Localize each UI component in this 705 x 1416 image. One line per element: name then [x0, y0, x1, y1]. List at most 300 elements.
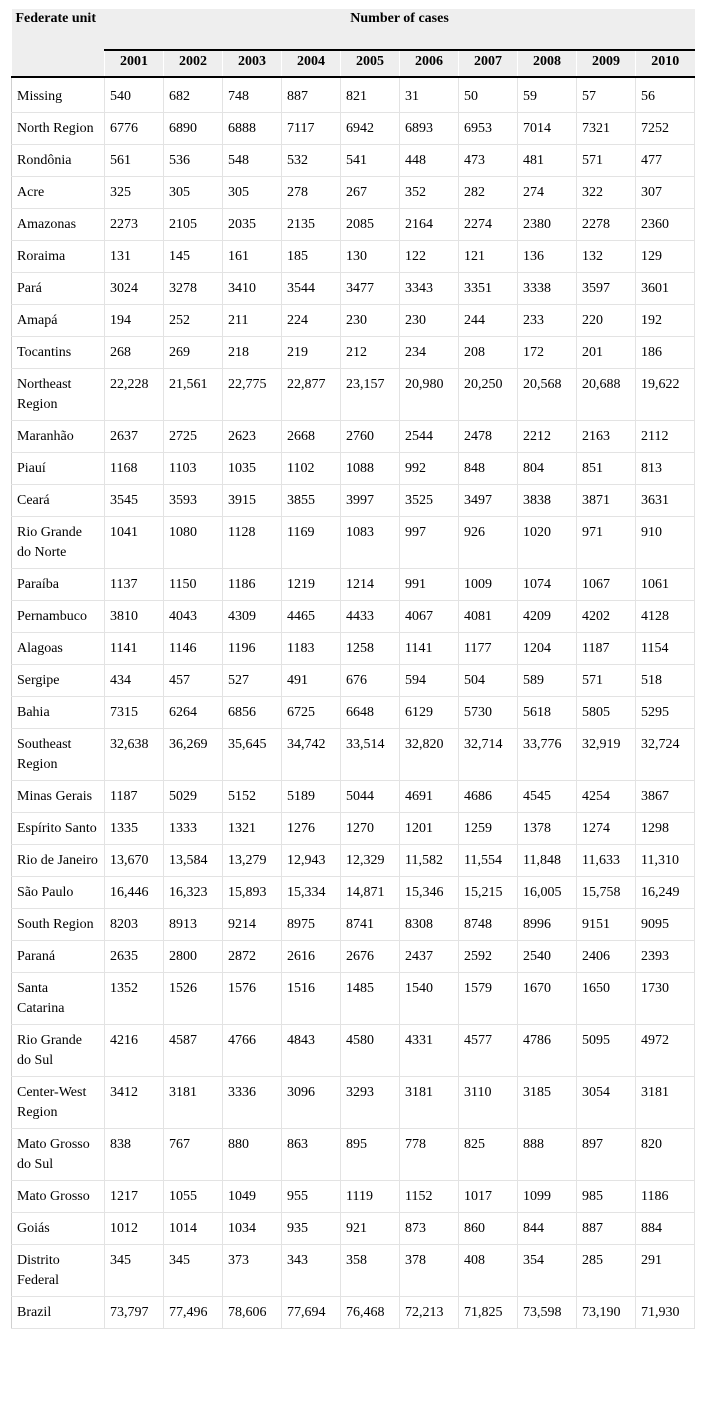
case-count-cell: 305 — [164, 177, 223, 209]
table-row — [12, 369, 695, 421]
case-count-cell: 2105 — [164, 209, 223, 241]
case-count-cell: 71,930 — [636, 1297, 695, 1329]
case-count-cell: 230 — [341, 305, 400, 337]
federate-unit-cell: Center-West Region — [12, 1077, 105, 1129]
table-row — [12, 877, 695, 909]
case-count-cell: 1270 — [341, 813, 400, 845]
case-count-cell: 6890 — [164, 113, 223, 145]
case-count-cell: 2872 — [223, 941, 282, 973]
case-count-cell: 194 — [105, 305, 164, 337]
table-row — [12, 569, 695, 601]
table-row — [12, 145, 695, 177]
case-count-cell: 16,249 — [636, 877, 695, 909]
case-count-cell: 20,250 — [459, 369, 518, 421]
case-count-cell: 59 — [518, 77, 577, 113]
case-count-cell: 2393 — [636, 941, 695, 973]
case-count-cell: 4433 — [341, 601, 400, 633]
case-count-cell: 325 — [105, 177, 164, 209]
case-count-cell: 11,848 — [518, 845, 577, 877]
case-count-cell: 3810 — [105, 601, 164, 633]
case-count-cell: 1119 — [341, 1181, 400, 1213]
case-count-cell: 269 — [164, 337, 223, 369]
case-count-cell: 1014 — [164, 1213, 223, 1245]
case-count-cell: 434 — [105, 665, 164, 697]
table-row — [12, 421, 695, 453]
case-count-cell: 16,323 — [164, 877, 223, 909]
year-header-2002: 2002 — [164, 50, 223, 77]
case-count-cell: 884 — [636, 1213, 695, 1245]
case-count-cell: 888 — [518, 1129, 577, 1181]
case-count-cell: 5295 — [636, 697, 695, 729]
case-count-cell: 307 — [636, 177, 695, 209]
case-count-cell: 122 — [400, 241, 459, 273]
case-count-cell: 1049 — [223, 1181, 282, 1213]
table-row — [12, 1297, 695, 1329]
year-header-2003: 2003 — [223, 50, 282, 77]
case-count-cell: 352 — [400, 177, 459, 209]
case-count-cell: 3338 — [518, 273, 577, 305]
case-count-cell: 4202 — [577, 601, 636, 633]
case-count-cell: 34,742 — [282, 729, 341, 781]
case-count-cell: 14,871 — [341, 877, 400, 909]
case-count-cell: 5095 — [577, 1025, 636, 1077]
case-count-cell: 77,496 — [164, 1297, 223, 1329]
case-count-cell: 1321 — [223, 813, 282, 845]
case-count-cell: 1154 — [636, 633, 695, 665]
case-count-cell: 541 — [341, 145, 400, 177]
case-count-cell: 20,568 — [518, 369, 577, 421]
case-count-cell: 15,215 — [459, 877, 518, 909]
case-count-cell: 2623 — [223, 421, 282, 453]
federate-unit-cell: Northeast Region — [12, 369, 105, 421]
table-row — [12, 633, 695, 665]
case-count-cell: 32,724 — [636, 729, 695, 781]
year-header-2001: 2001 — [105, 50, 164, 77]
federate-unit-cell: Paraíba — [12, 569, 105, 601]
year-header-2008: 2008 — [518, 50, 577, 77]
case-count-cell: 6264 — [164, 697, 223, 729]
case-count-cell: 9151 — [577, 909, 636, 941]
case-count-cell: 6725 — [282, 697, 341, 729]
case-count-cell: 132 — [577, 241, 636, 273]
case-count-cell: 22,775 — [223, 369, 282, 421]
case-count-cell: 2164 — [400, 209, 459, 241]
case-count-cell: 518 — [636, 665, 695, 697]
case-count-cell: 2085 — [341, 209, 400, 241]
case-count-cell: 992 — [400, 453, 459, 485]
case-count-cell: 5029 — [164, 781, 223, 813]
case-count-cell: 22,228 — [105, 369, 164, 421]
case-count-cell: 4309 — [223, 601, 282, 633]
case-count-cell: 56 — [636, 77, 695, 113]
case-count-cell: 136 — [518, 241, 577, 273]
case-count-cell: 15,893 — [223, 877, 282, 909]
case-count-cell: 1177 — [459, 633, 518, 665]
case-count-cell: 848 — [459, 453, 518, 485]
case-count-cell: 1650 — [577, 973, 636, 1025]
case-count-cell: 9095 — [636, 909, 695, 941]
case-count-cell: 2273 — [105, 209, 164, 241]
case-count-cell: 767 — [164, 1129, 223, 1181]
federate-unit-cell: Amapá — [12, 305, 105, 337]
case-count-cell: 20,980 — [400, 369, 459, 421]
case-count-cell: 1352 — [105, 973, 164, 1025]
case-count-cell: 285 — [577, 1245, 636, 1297]
case-count-cell: 3593 — [164, 485, 223, 517]
case-count-cell: 887 — [282, 77, 341, 113]
case-count-cell: 282 — [459, 177, 518, 209]
case-count-cell: 548 — [223, 145, 282, 177]
case-count-cell: 1333 — [164, 813, 223, 845]
case-count-cell: 1670 — [518, 973, 577, 1025]
table-row — [12, 209, 695, 241]
case-count-cell: 3293 — [341, 1077, 400, 1129]
federate-unit-cell: Rio Grande do Sul — [12, 1025, 105, 1077]
case-count-cell: 4067 — [400, 601, 459, 633]
case-count-cell: 2760 — [341, 421, 400, 453]
case-count-cell: 3838 — [518, 485, 577, 517]
federate-unit-cell: Rio Grande do Norte — [12, 517, 105, 569]
case-count-cell: 1055 — [164, 1181, 223, 1213]
case-count-cell: 457 — [164, 665, 223, 697]
case-count-cell: 3631 — [636, 485, 695, 517]
case-count-cell: 1102 — [282, 453, 341, 485]
case-count-cell: 8203 — [105, 909, 164, 941]
table-row — [12, 845, 695, 877]
case-count-cell: 2544 — [400, 421, 459, 453]
table-row — [12, 113, 695, 145]
federate-unit-cell: Pernambuco — [12, 601, 105, 633]
case-count-cell: 7321 — [577, 113, 636, 145]
case-count-cell: 8741 — [341, 909, 400, 941]
case-count-cell: 2616 — [282, 941, 341, 973]
case-count-cell: 1516 — [282, 973, 341, 1025]
case-count-cell: 35,645 — [223, 729, 282, 781]
case-count-cell: 1201 — [400, 813, 459, 845]
table-row — [12, 241, 695, 273]
case-count-cell: 955 — [282, 1181, 341, 1213]
case-count-cell: 1579 — [459, 973, 518, 1025]
case-count-cell: 2676 — [341, 941, 400, 973]
case-count-cell: 230 — [400, 305, 459, 337]
case-count-cell: 1576 — [223, 973, 282, 1025]
case-count-cell: 4766 — [223, 1025, 282, 1077]
case-count-cell: 7315 — [105, 697, 164, 729]
table-row — [12, 601, 695, 633]
case-count-cell: 4128 — [636, 601, 695, 633]
federate-unit-cell: Bahia — [12, 697, 105, 729]
case-count-cell: 6893 — [400, 113, 459, 145]
case-count-cell: 6856 — [223, 697, 282, 729]
case-count-cell: 121 — [459, 241, 518, 273]
case-count-cell: 1152 — [400, 1181, 459, 1213]
case-count-cell: 322 — [577, 177, 636, 209]
case-count-cell: 5805 — [577, 697, 636, 729]
case-count-cell: 3336 — [223, 1077, 282, 1129]
case-count-cell: 2637 — [105, 421, 164, 453]
case-count-cell: 3871 — [577, 485, 636, 517]
case-count-cell: 481 — [518, 145, 577, 177]
table-row — [12, 781, 695, 813]
case-count-cell: 12,943 — [282, 845, 341, 877]
case-count-cell: 234 — [400, 337, 459, 369]
table-row — [12, 305, 695, 337]
case-count-cell: 887 — [577, 1213, 636, 1245]
case-count-cell: 895 — [341, 1129, 400, 1181]
case-count-cell: 4081 — [459, 601, 518, 633]
case-count-cell: 1137 — [105, 569, 164, 601]
case-count-cell: 11,633 — [577, 845, 636, 877]
federate-unit-cell: Santa Catarina — [12, 973, 105, 1025]
federate-unit-cell: Rio de Janeiro — [12, 845, 105, 877]
case-count-cell: 212 — [341, 337, 400, 369]
case-count-cell: 7117 — [282, 113, 341, 145]
case-count-cell: 804 — [518, 453, 577, 485]
table-row — [12, 77, 695, 113]
case-count-cell: 3477 — [341, 273, 400, 305]
case-count-cell: 4972 — [636, 1025, 695, 1077]
case-count-cell: 3545 — [105, 485, 164, 517]
case-count-cell: 274 — [518, 177, 577, 209]
table-row — [12, 1213, 695, 1245]
case-count-cell: 838 — [105, 1129, 164, 1181]
federate-unit-cell: Southeast Region — [12, 729, 105, 781]
case-count-cell: 3351 — [459, 273, 518, 305]
case-count-cell: 4786 — [518, 1025, 577, 1077]
case-count-cell: 3915 — [223, 485, 282, 517]
case-count-cell: 145 — [164, 241, 223, 273]
case-count-cell: 2592 — [459, 941, 518, 973]
case-count-cell: 3997 — [341, 485, 400, 517]
case-count-cell: 1080 — [164, 517, 223, 569]
case-count-cell: 2274 — [459, 209, 518, 241]
table-row — [12, 813, 695, 845]
case-count-cell: 3110 — [459, 1077, 518, 1129]
case-count-cell: 78,606 — [223, 1297, 282, 1329]
case-count-cell: 880 — [223, 1129, 282, 1181]
federate-unit-cell: Pará — [12, 273, 105, 305]
case-count-cell: 926 — [459, 517, 518, 569]
case-count-cell: 863 — [282, 1129, 341, 1181]
case-count-cell: 343 — [282, 1245, 341, 1297]
case-count-cell: 6942 — [341, 113, 400, 145]
case-count-cell: 57 — [577, 77, 636, 113]
case-count-cell: 16,446 — [105, 877, 164, 909]
number-of-cases-header: Number of cases — [105, 9, 695, 50]
case-count-cell: 4209 — [518, 601, 577, 633]
case-count-cell: 3544 — [282, 273, 341, 305]
case-count-cell: 594 — [400, 665, 459, 697]
case-count-cell: 2540 — [518, 941, 577, 973]
case-count-cell: 1034 — [223, 1213, 282, 1245]
case-count-cell: 3497 — [459, 485, 518, 517]
case-count-cell: 1274 — [577, 813, 636, 845]
case-count-cell: 4577 — [459, 1025, 518, 1077]
federate-unit-cell: North Region — [12, 113, 105, 145]
case-count-cell: 224 — [282, 305, 341, 337]
case-count-cell: 532 — [282, 145, 341, 177]
case-count-cell: 3410 — [223, 273, 282, 305]
case-count-cell: 3597 — [577, 273, 636, 305]
federate-unit-cell: Piauí — [12, 453, 105, 485]
case-count-cell: 1196 — [223, 633, 282, 665]
case-count-cell: 1258 — [341, 633, 400, 665]
case-count-cell: 1730 — [636, 973, 695, 1025]
federate-unit-cell: Acre — [12, 177, 105, 209]
case-count-cell: 11,554 — [459, 845, 518, 877]
case-count-cell: 873 — [400, 1213, 459, 1245]
case-count-cell: 504 — [459, 665, 518, 697]
year-header-2005: 2005 — [341, 50, 400, 77]
case-count-cell: 2135 — [282, 209, 341, 241]
case-count-cell: 844 — [518, 1213, 577, 1245]
case-count-cell: 3181 — [164, 1077, 223, 1129]
case-count-cell: 32,820 — [400, 729, 459, 781]
case-count-cell: 305 — [223, 177, 282, 209]
case-count-cell: 219 — [282, 337, 341, 369]
case-count-cell: 1378 — [518, 813, 577, 845]
case-count-cell: 561 — [105, 145, 164, 177]
case-count-cell: 21,561 — [164, 369, 223, 421]
federate-unit-cell: Goiás — [12, 1213, 105, 1245]
federate-unit-cell: Maranhão — [12, 421, 105, 453]
table-row — [12, 973, 695, 1025]
table-row — [12, 909, 695, 941]
table-row — [12, 1245, 695, 1297]
case-count-cell: 821 — [341, 77, 400, 113]
case-count-cell: 4465 — [282, 601, 341, 633]
case-count-cell: 73,598 — [518, 1297, 577, 1329]
case-count-cell: 244 — [459, 305, 518, 337]
case-count-cell: 233 — [518, 305, 577, 337]
case-count-cell: 860 — [459, 1213, 518, 1245]
case-count-cell: 1219 — [282, 569, 341, 601]
case-count-cell: 13,670 — [105, 845, 164, 877]
case-count-cell: 76,468 — [341, 1297, 400, 1329]
case-count-cell: 3181 — [400, 1077, 459, 1129]
case-count-cell: 2360 — [636, 209, 695, 241]
case-count-cell: 4331 — [400, 1025, 459, 1077]
case-count-cell: 748 — [223, 77, 282, 113]
federate-unit-cell: Minas Gerais — [12, 781, 105, 813]
case-count-cell: 2635 — [105, 941, 164, 973]
case-count-cell: 3096 — [282, 1077, 341, 1129]
case-count-cell: 32,638 — [105, 729, 164, 781]
case-count-cell: 1526 — [164, 973, 223, 1025]
case-count-cell: 971 — [577, 517, 636, 569]
case-count-cell: 1540 — [400, 973, 459, 1025]
case-count-cell: 1103 — [164, 453, 223, 485]
case-count-cell: 3855 — [282, 485, 341, 517]
case-count-cell: 4691 — [400, 781, 459, 813]
case-count-cell: 5152 — [223, 781, 282, 813]
federate-unit-cell: Mato Grosso do Sul — [12, 1129, 105, 1181]
case-count-cell: 910 — [636, 517, 695, 569]
case-count-cell: 2800 — [164, 941, 223, 973]
case-count-cell: 491 — [282, 665, 341, 697]
case-count-cell: 1009 — [459, 569, 518, 601]
case-count-cell: 1035 — [223, 453, 282, 485]
federate-unit-cell: Distrito Federal — [12, 1245, 105, 1297]
case-count-cell: 2112 — [636, 421, 695, 453]
federate-unit-cell: South Region — [12, 909, 105, 941]
federate-unit-cell: Espírito Santo — [12, 813, 105, 845]
case-count-cell: 15,758 — [577, 877, 636, 909]
case-count-cell: 19,622 — [636, 369, 695, 421]
table-row — [12, 729, 695, 781]
federate-unit-cell: Missing — [12, 77, 105, 113]
case-count-cell: 1168 — [105, 453, 164, 485]
case-count-cell: 1020 — [518, 517, 577, 569]
case-count-cell: 358 — [341, 1245, 400, 1297]
case-count-cell: 185 — [282, 241, 341, 273]
table-row — [12, 1025, 695, 1077]
case-count-cell: 2278 — [577, 209, 636, 241]
table-row — [12, 337, 695, 369]
case-count-cell: 1150 — [164, 569, 223, 601]
year-header-2007: 2007 — [459, 50, 518, 77]
case-count-cell: 3525 — [400, 485, 459, 517]
table-row — [12, 1129, 695, 1181]
table-row — [12, 273, 695, 305]
case-count-cell: 161 — [223, 241, 282, 273]
case-count-cell: 278 — [282, 177, 341, 209]
case-count-cell: 1276 — [282, 813, 341, 845]
case-count-cell: 23,157 — [341, 369, 400, 421]
case-count-cell: 1298 — [636, 813, 695, 845]
case-count-cell: 2668 — [282, 421, 341, 453]
case-count-cell: 345 — [164, 1245, 223, 1297]
table-row — [12, 941, 695, 973]
case-count-cell: 186 — [636, 337, 695, 369]
case-count-cell: 4043 — [164, 601, 223, 633]
case-count-cell: 8308 — [400, 909, 459, 941]
case-count-cell: 1187 — [577, 633, 636, 665]
case-count-cell: 4843 — [282, 1025, 341, 1077]
case-count-cell: 3412 — [105, 1077, 164, 1129]
case-count-cell: 73,797 — [105, 1297, 164, 1329]
case-count-cell: 778 — [400, 1129, 459, 1181]
case-count-cell: 4216 — [105, 1025, 164, 1077]
federate-unit-cell: Ceará — [12, 485, 105, 517]
federate-unit-cell: Roraima — [12, 241, 105, 273]
case-count-cell: 6953 — [459, 113, 518, 145]
case-count-cell: 2478 — [459, 421, 518, 453]
case-count-cell: 20,688 — [577, 369, 636, 421]
case-count-cell: 2163 — [577, 421, 636, 453]
case-count-cell: 373 — [223, 1245, 282, 1297]
case-count-cell: 172 — [518, 337, 577, 369]
table-body — [12, 77, 695, 1329]
table-header — [12, 9, 695, 77]
case-count-cell: 13,279 — [223, 845, 282, 877]
case-count-cell: 540 — [105, 77, 164, 113]
case-count-cell: 571 — [577, 145, 636, 177]
case-count-cell: 3185 — [518, 1077, 577, 1129]
case-count-cell: 291 — [636, 1245, 695, 1297]
unit-column-header: Federate unit — [12, 9, 105, 77]
case-count-cell: 1169 — [282, 517, 341, 569]
case-count-cell: 571 — [577, 665, 636, 697]
table-row — [12, 1077, 695, 1129]
case-count-cell: 1128 — [223, 517, 282, 569]
case-count-cell: 6888 — [223, 113, 282, 145]
case-count-cell: 32,919 — [577, 729, 636, 781]
case-count-cell: 1485 — [341, 973, 400, 1025]
case-count-cell: 7014 — [518, 113, 577, 145]
case-count-cell: 5044 — [341, 781, 400, 813]
case-count-cell: 1041 — [105, 517, 164, 569]
